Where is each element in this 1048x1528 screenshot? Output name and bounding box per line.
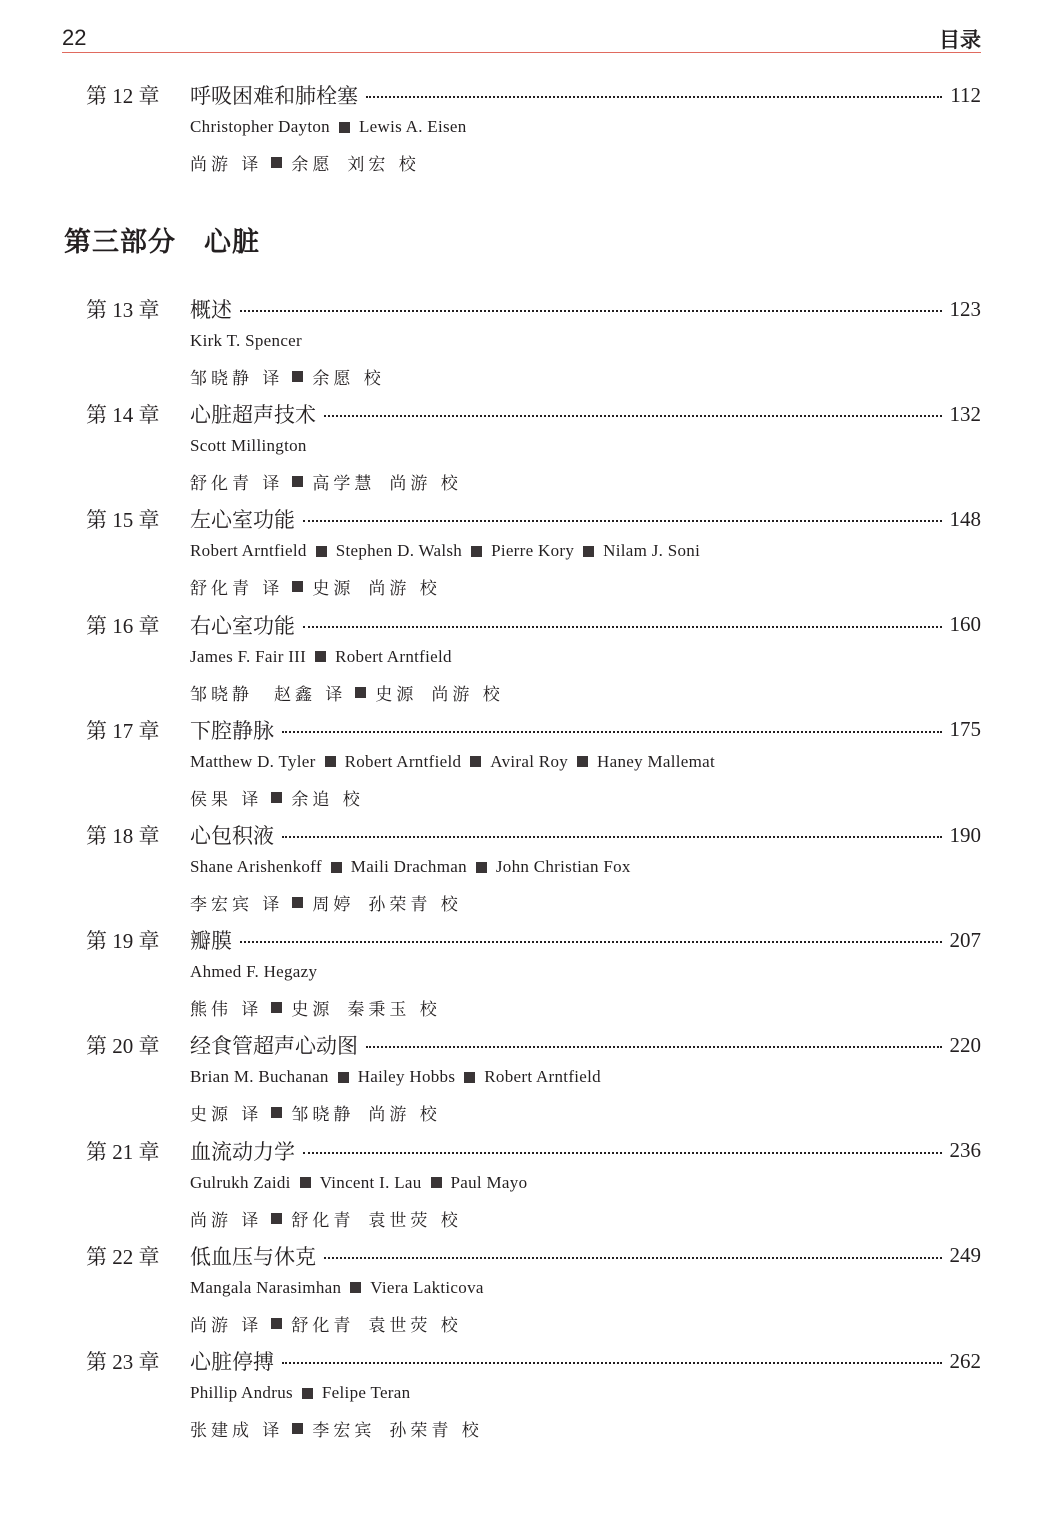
toc-entry xyxy=(0,1030,1048,1130)
page-reference: 249 xyxy=(949,1243,981,1268)
toc-entry-line[interactable] xyxy=(86,715,981,745)
dot-leader xyxy=(282,1362,942,1364)
chapter-number: 第 16 章 xyxy=(86,613,160,638)
separator-square-icon xyxy=(271,1002,282,1013)
separator-square-icon xyxy=(292,581,303,592)
separator-square-icon xyxy=(471,546,482,557)
toc-entry xyxy=(0,294,1048,394)
toc-entry-line[interactable] xyxy=(86,294,981,324)
reviewer-name: 尚游 校 xyxy=(368,1105,441,1126)
toc-entry-line[interactable] xyxy=(86,80,981,110)
translator-name: 侯果 译 xyxy=(190,789,263,810)
chapter-title: 概述 xyxy=(190,298,232,322)
toc-entry xyxy=(0,610,1048,710)
translator-line xyxy=(190,1311,462,1336)
author-line xyxy=(190,1278,484,1298)
toc-entry xyxy=(0,925,1048,1025)
author-line xyxy=(190,1383,410,1403)
author-name: Nilam J. Soni xyxy=(603,541,701,561)
dot-leader xyxy=(324,1257,942,1259)
chapter-number: 第 12 章 xyxy=(86,84,160,108)
translator-name: 熊伟 译 xyxy=(190,1000,263,1021)
part-title: 第三部分 心脏 xyxy=(64,227,260,258)
chapter-number: 第 18 章 xyxy=(86,824,160,848)
translator-line xyxy=(190,1206,462,1231)
reviewer-name: 李宏宾 xyxy=(312,1421,376,1441)
toc-entry xyxy=(0,80,1048,180)
author-name: Mangala Narasimhan xyxy=(190,1277,342,1297)
separator-square-icon xyxy=(271,1318,282,1329)
author-name: Paul Mayo xyxy=(450,1172,528,1192)
reviewer-name: 邹晓静 xyxy=(291,1105,355,1126)
separator-square-icon xyxy=(302,1388,313,1399)
page-reference: 190 xyxy=(949,822,981,847)
translator-name: 史源 译 xyxy=(190,1105,263,1126)
author-line xyxy=(190,1067,601,1087)
author-name: Kirk T. Spencer xyxy=(190,331,302,350)
reviewer-name: 孙荣青 校 xyxy=(368,895,462,915)
toc-entry xyxy=(0,1346,1048,1446)
separator-square-icon xyxy=(271,157,282,168)
author-name: Ahmed F. Hegazy xyxy=(190,962,318,982)
reviewer-name: 余愿 xyxy=(291,155,334,175)
separator-square-icon xyxy=(316,546,327,557)
toc-entry xyxy=(0,715,1048,815)
chapter-title: 心脏停搏 xyxy=(190,1350,274,1374)
reviewer-name: 袁世荧 校 xyxy=(368,1315,462,1336)
page-reference: 123 xyxy=(949,296,981,321)
separator-square-icon xyxy=(292,476,303,487)
dot-leader xyxy=(366,96,942,98)
translator-line xyxy=(190,150,420,175)
translator-name: 尚游 译 xyxy=(190,1315,263,1336)
translator-line xyxy=(190,890,462,915)
translator-line xyxy=(190,785,364,810)
toc-entry-line[interactable] xyxy=(86,1346,981,1376)
separator-square-icon xyxy=(577,756,588,767)
chapter-title: 低血压与休克 xyxy=(190,1244,316,1269)
chapter-number: 第 20 章 xyxy=(86,1034,160,1059)
reviewer-name: 刘宏 校 xyxy=(347,155,420,175)
dot-leader xyxy=(324,415,942,417)
translator-name: 李宏宾 译 xyxy=(190,895,284,915)
author-name: Vincent I. Lau xyxy=(319,1172,422,1192)
toc-entry-line[interactable] xyxy=(86,399,981,429)
translator-line xyxy=(190,364,385,389)
author-name: Gulrukh Zaidi xyxy=(190,1172,291,1192)
author-name: Scott Millington xyxy=(190,436,307,456)
author-line xyxy=(190,752,715,772)
reviewer-name: 舒化青 xyxy=(291,1315,355,1336)
chapter-number: 第 14 章 xyxy=(86,403,160,428)
toc-entry-line[interactable] xyxy=(86,1241,981,1271)
translator-name: 舒化青 译 xyxy=(190,579,284,600)
author-line xyxy=(190,436,307,456)
toc-entry xyxy=(0,820,1048,920)
separator-square-icon xyxy=(355,687,366,698)
chapter-number: 第 21 章 xyxy=(86,1139,160,1164)
author-name: Christopher Dayton xyxy=(190,117,330,136)
author-line xyxy=(190,962,317,982)
author-line xyxy=(190,117,467,137)
page-reference: 262 xyxy=(949,1348,981,1373)
separator-square-icon xyxy=(325,756,336,767)
header-rule xyxy=(62,52,981,53)
dot-leader xyxy=(240,310,942,312)
translator-name: 张建成 译 xyxy=(190,1421,284,1441)
reviewer-name: 尚游 校 xyxy=(431,684,504,705)
author-name: Hailey Hobbs xyxy=(357,1067,456,1087)
chapter-number: 第 19 章 xyxy=(86,929,160,954)
separator-square-icon xyxy=(300,1177,311,1188)
author-line xyxy=(190,1173,527,1193)
translator-name: 舒化青 译 xyxy=(190,474,284,495)
chapter-number: 第 22 章 xyxy=(86,1244,160,1269)
chapter-title: 血流动力学 xyxy=(190,1139,295,1164)
toc-entry xyxy=(0,1241,1048,1341)
separator-square-icon xyxy=(476,862,487,873)
author-name: Felipe Teran xyxy=(321,1383,411,1402)
author-line xyxy=(190,331,302,351)
author-name: Robert Arntfield xyxy=(335,646,452,666)
author-name: Shane Arishenkoff xyxy=(190,857,322,876)
reviewer-name: 舒化青 xyxy=(291,1210,355,1231)
translator-name: 邹晓静 赵鑫 译 xyxy=(190,684,347,705)
reviewer-name: 周婷 xyxy=(312,895,355,915)
page-reference: 175 xyxy=(949,717,981,742)
toc-entry-line[interactable] xyxy=(86,925,981,955)
separator-square-icon xyxy=(339,122,350,133)
separator-square-icon xyxy=(271,1107,282,1118)
toc-entry xyxy=(0,1136,1048,1236)
chapter-number: 第 15 章 xyxy=(86,508,160,533)
translator-name: 尚游 译 xyxy=(190,1210,263,1231)
page-reference: 132 xyxy=(949,401,981,426)
separator-square-icon xyxy=(350,1282,361,1293)
author-name: Matthew D. Tyler xyxy=(190,751,316,771)
reviewer-name: 余愿 校 xyxy=(312,369,385,389)
author-name: Viera Lakticova xyxy=(370,1277,484,1297)
section-label: 目录 xyxy=(939,28,981,52)
dot-leader xyxy=(303,520,942,522)
running-header xyxy=(62,22,981,52)
reviewer-name: 尚游 校 xyxy=(389,474,462,495)
chapter-title: 左心室功能 xyxy=(190,508,295,533)
author-name: Brian M. Buchanan xyxy=(190,1067,329,1087)
separator-square-icon xyxy=(292,1423,303,1434)
reviewer-name: 秦秉玉 校 xyxy=(347,1000,441,1021)
reviewer-name: 高学慧 xyxy=(312,474,376,495)
author-name: Robert Arntfield xyxy=(190,541,307,561)
separator-square-icon xyxy=(338,1072,349,1083)
reviewer-name: 史源 xyxy=(375,684,418,705)
translator-name: 邹晓静 译 xyxy=(190,369,284,389)
author-name: Maili Drachman xyxy=(350,857,467,876)
separator-square-icon xyxy=(470,756,481,767)
separator-square-icon xyxy=(431,1177,442,1188)
translator-name: 尚游 译 xyxy=(190,155,263,175)
author-name: Lewis A. Eisen xyxy=(358,117,467,136)
toc-entry-line[interactable] xyxy=(86,504,981,534)
author-line xyxy=(190,541,700,561)
separator-square-icon xyxy=(271,1213,282,1224)
chapter-number: 第 23 章 xyxy=(86,1350,160,1374)
chapter-number: 第 13 章 xyxy=(86,298,160,322)
author-line xyxy=(190,647,452,667)
dot-leader xyxy=(240,941,942,943)
page-reference: 148 xyxy=(949,506,981,531)
author-name: Phillip Andrus xyxy=(190,1383,293,1402)
reviewer-name: 余追 校 xyxy=(291,789,364,810)
author-name: John Christian Fox xyxy=(495,857,631,876)
separator-square-icon xyxy=(271,792,282,803)
separator-square-icon xyxy=(292,371,303,382)
page-reference: 160 xyxy=(949,612,981,637)
author-name: Stephen D. Walsh xyxy=(335,541,463,561)
chapter-title: 右心室功能 xyxy=(190,613,295,638)
author-line xyxy=(190,857,631,877)
reviewer-name: 袁世荧 校 xyxy=(368,1210,462,1231)
separator-square-icon xyxy=(315,651,326,662)
chapter-title: 经食管超声心动图 xyxy=(190,1034,358,1059)
page-reference: 236 xyxy=(949,1138,981,1163)
dot-leader xyxy=(303,626,942,628)
toc-entry-line[interactable] xyxy=(86,820,981,850)
page-number: 22 xyxy=(62,25,87,50)
separator-square-icon xyxy=(464,1072,475,1083)
toc-entry-line[interactable] xyxy=(86,1136,981,1166)
chapter-title: 下腔静脉 xyxy=(190,718,274,743)
reviewer-name: 史源 xyxy=(291,1000,334,1021)
toc-entry-line[interactable] xyxy=(86,610,981,640)
dot-leader xyxy=(282,836,942,838)
separator-square-icon xyxy=(331,862,342,873)
dot-leader xyxy=(282,731,942,733)
author-name: Robert Arntfield xyxy=(484,1067,601,1087)
chapter-title: 呼吸困难和肺栓塞 xyxy=(190,84,358,108)
translator-line xyxy=(190,469,462,494)
author-name: Haney Mallemat xyxy=(597,751,716,771)
reviewer-name: 尚游 校 xyxy=(368,579,441,600)
chapter-number: 第 17 章 xyxy=(86,718,160,743)
separator-square-icon xyxy=(583,546,594,557)
toc-entry xyxy=(0,399,1048,499)
author-name: James F. Fair III xyxy=(190,646,307,666)
chapter-title: 心包积液 xyxy=(190,824,274,848)
author-name: Pierre Kory xyxy=(491,541,575,561)
separator-square-icon xyxy=(292,897,303,908)
translator-line xyxy=(190,574,441,599)
page-reference: 112 xyxy=(950,82,981,107)
page-reference: 207 xyxy=(949,927,981,952)
translator-line xyxy=(190,680,504,705)
dot-leader xyxy=(366,1046,942,1048)
dot-leader xyxy=(303,1152,942,1154)
toc-entry xyxy=(0,504,1048,604)
author-name: Robert Arntfield xyxy=(344,751,462,771)
chapter-title: 心脏超声技术 xyxy=(190,403,316,428)
page-reference: 220 xyxy=(949,1032,981,1057)
toc-entry-line[interactable] xyxy=(86,1030,981,1060)
author-name: Aviral Roy xyxy=(490,751,569,771)
translator-line xyxy=(190,995,441,1020)
reviewer-name: 史源 xyxy=(312,579,355,600)
reviewer-name: 孙荣青 校 xyxy=(389,1421,483,1441)
chapter-title: 瓣膜 xyxy=(190,929,232,954)
translator-line xyxy=(190,1100,441,1125)
translator-line xyxy=(190,1416,483,1441)
